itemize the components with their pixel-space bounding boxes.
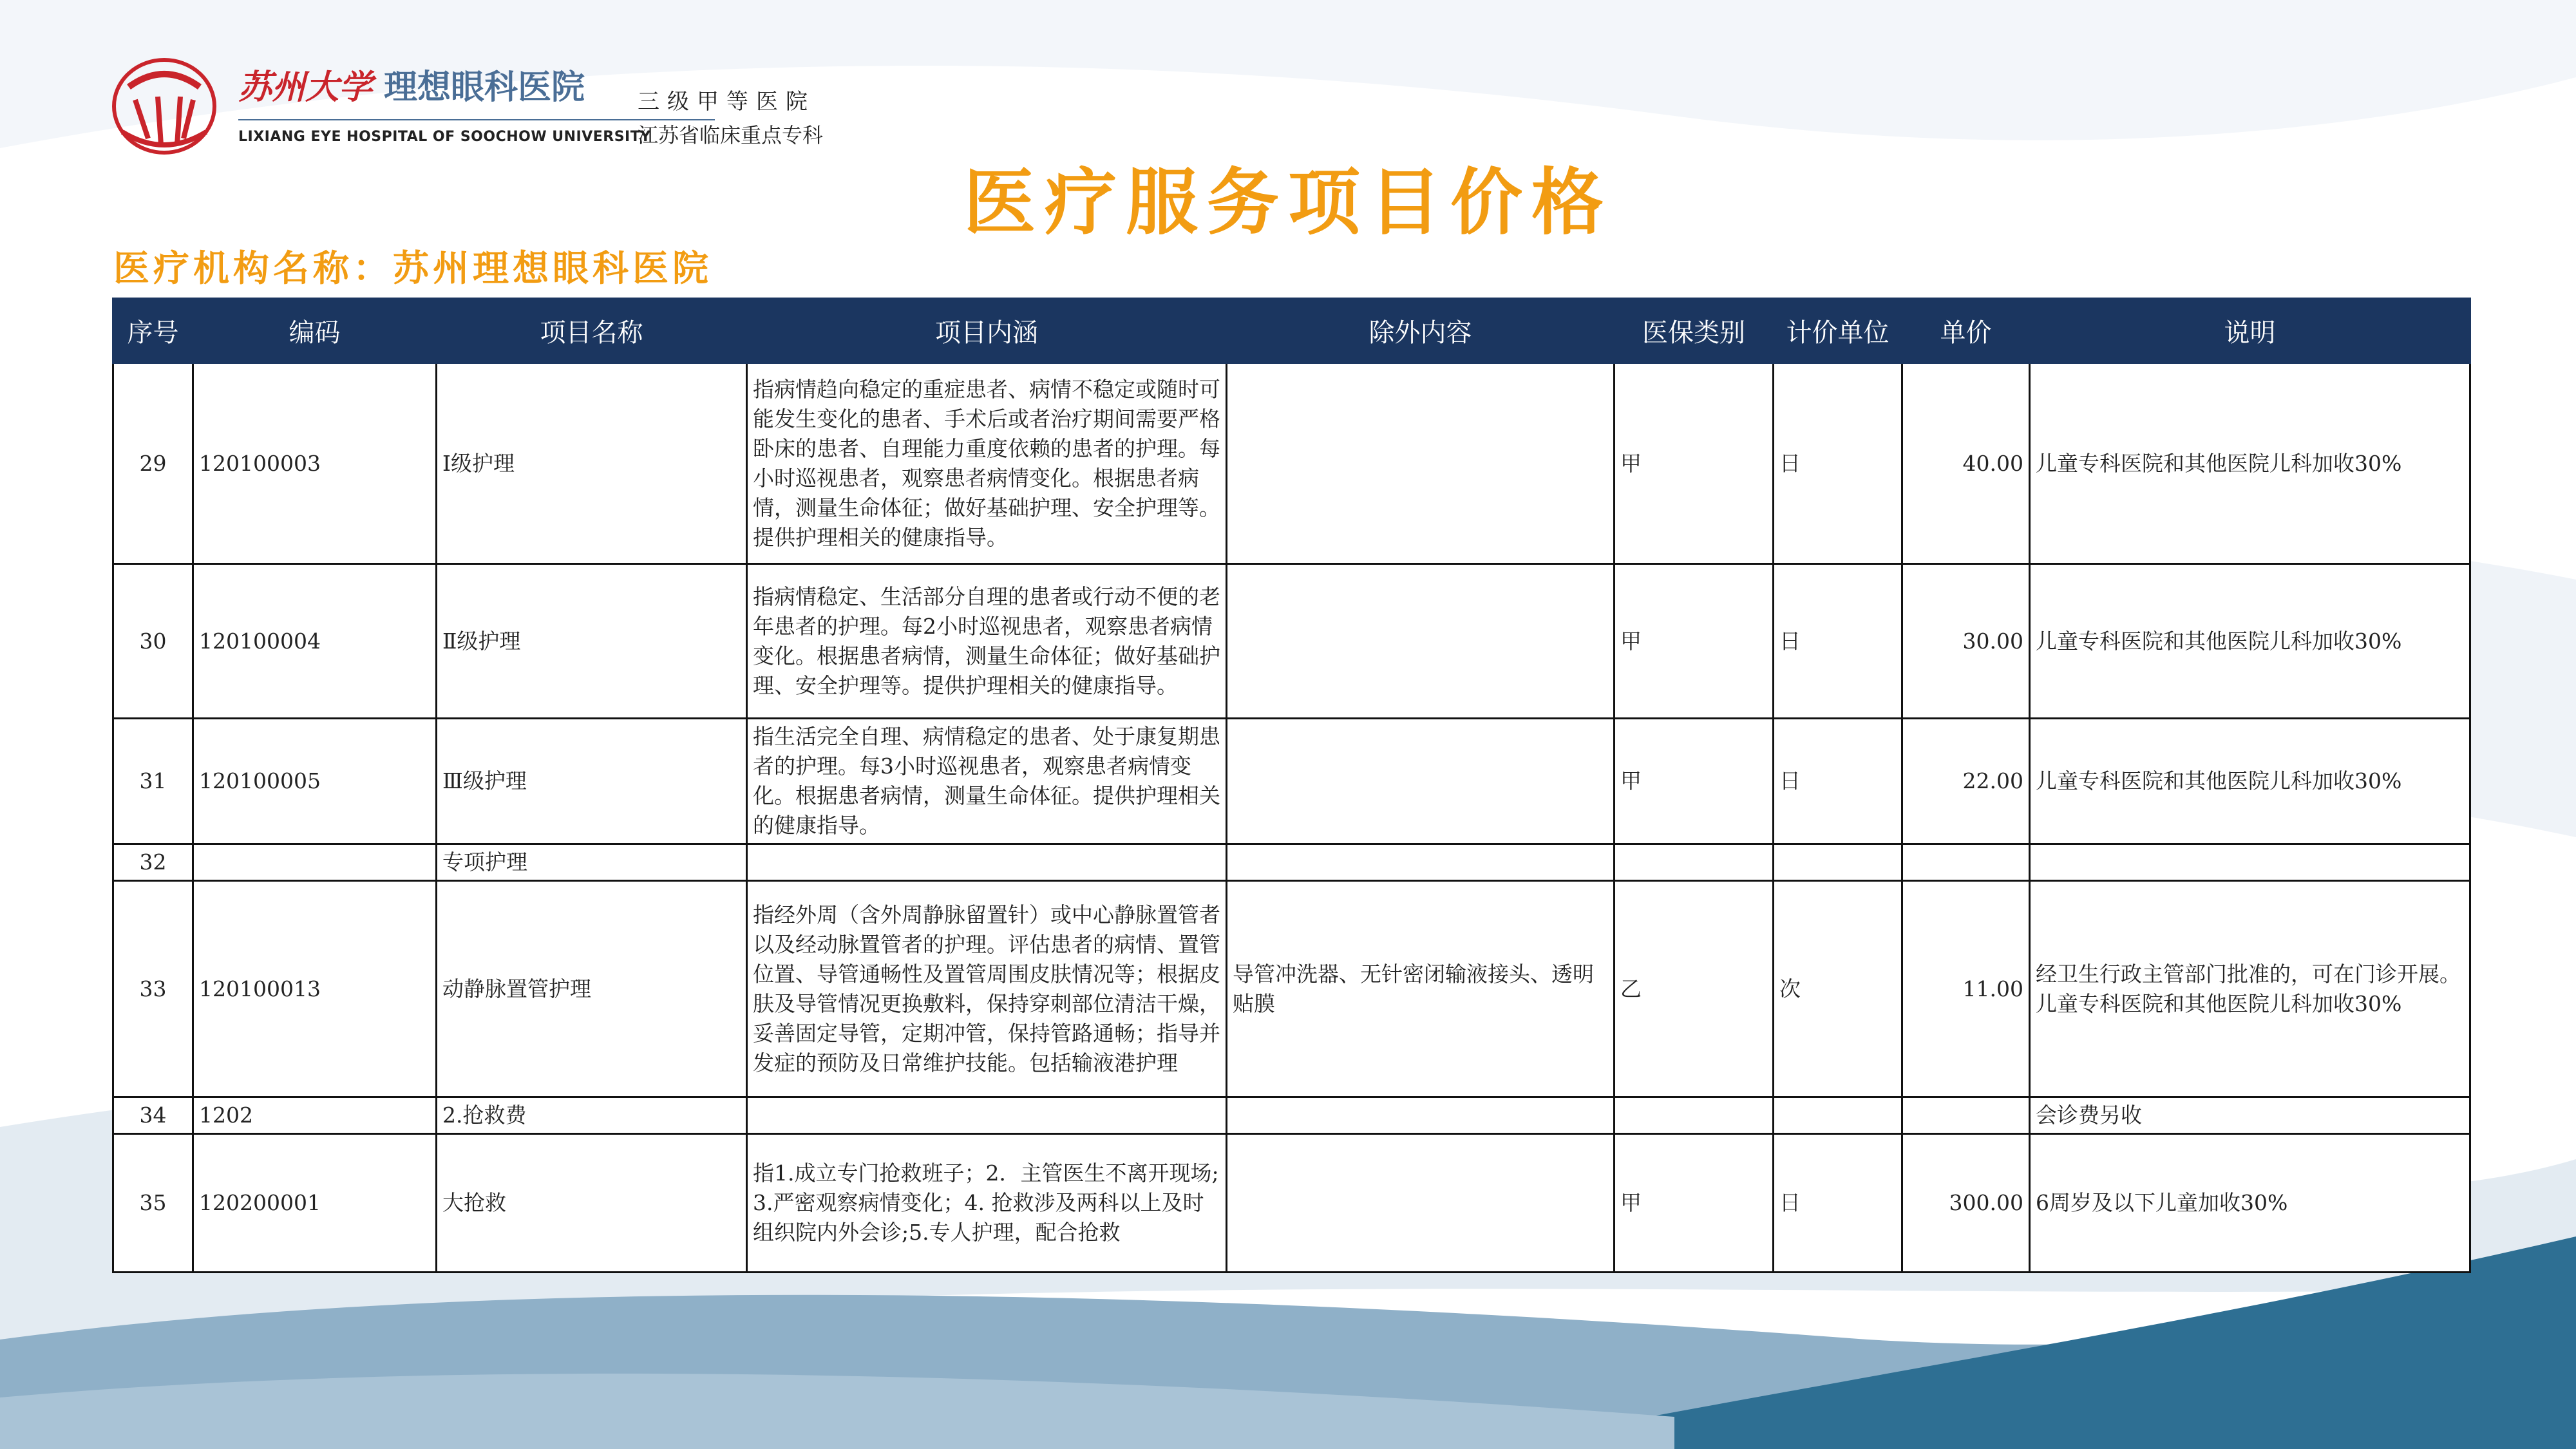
cell-code: 1202 [193, 1097, 437, 1134]
cell-price: 11.00 [1902, 881, 2030, 1097]
cell-no: 34 [113, 1097, 193, 1134]
cell-insurance: 甲 [1615, 719, 1774, 844]
cell-content: 指经外周（含外周静脉留置针）或中心静脉置管者以及经动脉置管者的护理。评估患者的病情、置管位置、导管通畅性及置管周围皮肤情况等；根据皮肤及导管情况更换敷料，保持穿刺部位清洁干燥，妥善固定导管，定期冲管，保持管路通畅；指导并发症的预防及日常维护技能。包括输液港护理 [747, 881, 1227, 1097]
cell-note: 6周岁及以下儿童加收30% [2030, 1134, 2470, 1273]
cell-unit: 次 [1774, 881, 1902, 1097]
table-row [113, 363, 2470, 564]
cell-content: 指生活完全自理、病情稳定的患者、处于康复期患者的护理。每3小时巡视患者，观察患者病情变化。根据患者病情，测量生命体征。提供护理相关的健康指导。 [747, 719, 1227, 844]
cell-exclusions [1227, 844, 1615, 881]
cell-note: 经卫生行政主管部门批准的，可在门诊开展。儿童专科医院和其他医院儿科加收30% [2030, 881, 2470, 1097]
cell-unit [1774, 844, 1902, 881]
column-header: 编码 [193, 299, 437, 363]
cell-note: 儿童专科医院和其他医院儿科加收30% [2030, 719, 2470, 844]
table-row [113, 881, 2470, 1097]
cell-name: 大抢救 [437, 1134, 747, 1273]
cell-unit [1774, 1097, 1902, 1134]
logo-hospital-name: 理想眼科医院 [384, 68, 585, 107]
institution-name: 医疗机构名称：苏州理想眼科医院 [113, 247, 712, 290]
column-header: 说明 [2030, 299, 2470, 363]
cell-unit: 日 [1774, 564, 1902, 719]
cell-price [1902, 1097, 2030, 1134]
column-header: 除外内容 [1227, 299, 1615, 363]
cell-insurance: 乙 [1615, 881, 1774, 1097]
cell-unit: 日 [1774, 1134, 1902, 1273]
cell-exclusions: 导管冲洗器、无针密闭输液接头、透明贴膜 [1227, 881, 1615, 1097]
page-title: 医疗服务项目价格 [963, 160, 1613, 245]
cell-exclusions [1227, 564, 1615, 719]
cell-price: 40.00 [1902, 363, 2030, 564]
table-row [113, 719, 2470, 844]
cell-no: 29 [113, 363, 193, 564]
hospital-grade: 三级甲等医院 [638, 89, 815, 115]
logo-english-name: LIXIANG EYE HOSPITAL OF SOOCHOW UNIVERSITY [238, 129, 651, 145]
cell-note: 儿童专科医院和其他医院儿科加收30% [2030, 363, 2470, 564]
cell-content [747, 844, 1227, 881]
cell-code: 120100003 [193, 363, 437, 564]
cell-note: 儿童专科医院和其他医院儿科加收30% [2030, 564, 2470, 719]
cell-exclusions [1227, 1097, 1615, 1134]
logo-chinese-name [238, 60, 585, 108]
cell-insurance: 甲 [1615, 564, 1774, 719]
cell-note [2030, 844, 2470, 881]
logo-university-name: 苏州大学 [238, 68, 373, 107]
column-header: 单价 [1902, 299, 2030, 363]
column-header: 医保类别 [1615, 299, 1774, 363]
hospital-emblem-icon [109, 48, 219, 158]
cell-insurance [1615, 1097, 1774, 1134]
cell-no: 31 [113, 719, 193, 844]
cell-price: 300.00 [1902, 1134, 2030, 1273]
cell-content [747, 1097, 1227, 1134]
cell-name: Ⅰ级护理 [437, 363, 747, 564]
column-header: 项目名称 [437, 299, 747, 363]
cell-exclusions [1227, 1134, 1615, 1273]
table-row [113, 844, 2470, 881]
cell-no: 30 [113, 564, 193, 719]
cell-code: 120100005 [193, 719, 437, 844]
cell-content: 指1.成立专门抢救班子；2．主管医生不离开现场;3.严密观察病情变化；4. 抢救涉及两科以上及时组织院内外会诊;5.专人护理，配合抢救 [747, 1134, 1227, 1273]
cell-name: 2.抢救费 [437, 1097, 747, 1134]
cell-unit: 日 [1774, 719, 1902, 844]
cell-name: Ⅲ级护理 [437, 719, 747, 844]
cell-name: 动静脉置管护理 [437, 881, 747, 1097]
cell-price: 22.00 [1902, 719, 2030, 844]
table-header-row [113, 299, 2470, 363]
column-header: 计价单位 [1774, 299, 1902, 363]
table-row [113, 1134, 2470, 1273]
table-row [113, 564, 2470, 719]
cell-exclusions [1227, 719, 1615, 844]
cell-code: 120200001 [193, 1134, 437, 1273]
cell-exclusions [1227, 363, 1615, 564]
cell-price [1902, 844, 2030, 881]
cell-name: Ⅱ级护理 [437, 564, 747, 719]
cell-unit: 日 [1774, 363, 1902, 564]
cell-content: 指病情稳定、生活部分自理的患者或行动不便的老年患者的护理。每2小时巡视患者，观察患者病情变化。根据患者病情，测量生命体征；做好基础护理、安全护理等。提供护理相关的健康指导。 [747, 564, 1227, 719]
cell-code: 120100004 [193, 564, 437, 719]
cell-price: 30.00 [1902, 564, 2030, 719]
column-header: 序号 [113, 299, 193, 363]
cell-insurance: 甲 [1615, 363, 1774, 564]
cell-name: 专项护理 [437, 844, 747, 881]
cell-code [193, 844, 437, 881]
cell-no: 32 [113, 844, 193, 881]
cell-content: 指病情趋向稳定的重症患者、病情不稳定或随时可能发生变化的患者、手术后或者治疗期间需要严格卧床的患者、自理能力重度依赖的患者的护理。每小时巡视患者，观察患者病情变化。根据患者病情，测量生命体征；做好基础护理、安全护理等。提供护理相关的健康指导。 [747, 363, 1227, 564]
key-discipline: 江苏省临床重点专科 [638, 123, 824, 147]
cell-note: 会诊费另收 [2030, 1097, 2470, 1134]
table-row [113, 1097, 2470, 1134]
cell-code: 120100013 [193, 881, 437, 1097]
cell-no: 33 [113, 881, 193, 1097]
price-table [112, 298, 2471, 1273]
cell-insurance: 甲 [1615, 1134, 1774, 1273]
column-header: 项目内涵 [747, 299, 1227, 363]
cell-no: 35 [113, 1134, 193, 1273]
cell-insurance [1615, 844, 1774, 881]
